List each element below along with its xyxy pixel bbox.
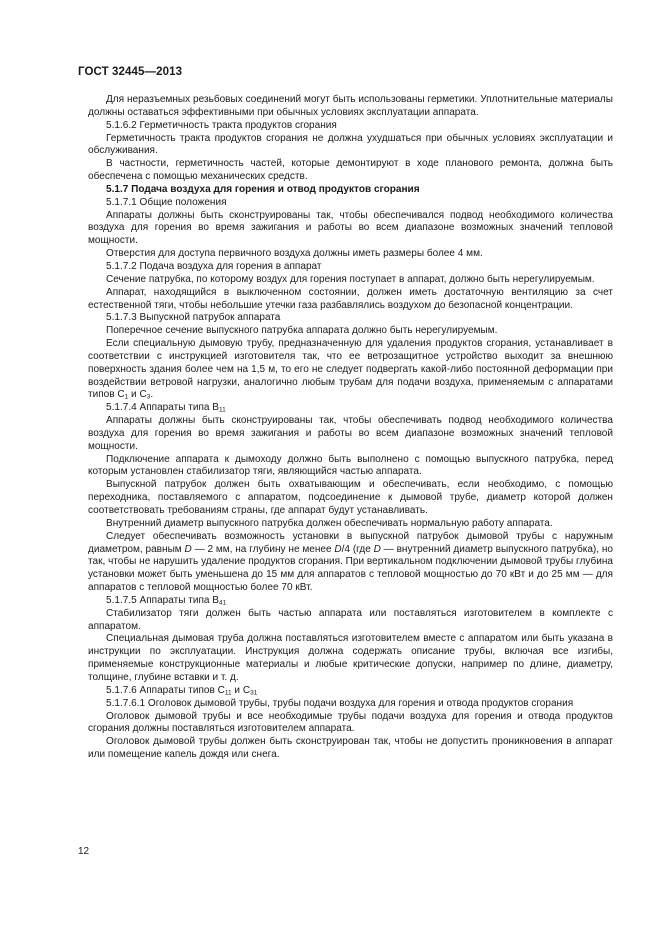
paragraph: Аппараты должны быть сконструированы так, чтобы обеспечивать подвод необходимого количества воздуха для горения во время зажигания и работы во всем диапазоне возможных значений тепловой мощности. bbox=[88, 415, 613, 452]
document-body bbox=[88, 94, 613, 762]
text-run: 5.1.7.5 Аппараты типа B bbox=[106, 594, 219, 606]
paragraph: Внутренний диаметр выпускного патрубка должен обеспечивать нормальную работу аппарата. bbox=[106, 517, 553, 529]
paragraph: Сечение патрубка, по которому воздух для горения поступает в аппарат, должно быть нерегулируемым. bbox=[106, 273, 595, 285]
text-run: . bbox=[150, 389, 154, 401]
paragraph: Для неразъемных резьбовых соединений могут быть использованы герметики. Уплотнительные материалы должны оставаться эффективными при обычных условиях эксплуатации аппарата. bbox=[88, 94, 613, 118]
clause-heading: 5.1.7.2 Подача воздуха для горения в аппарат bbox=[106, 260, 322, 272]
paragraph: Специальная дымовая труба должна поставляться изготовителем вместе с аппаратом или быть указана в инструкции по эксплуатации. Инструкция должна содержать описание трубы, включая все изгибы, применяемые конструкционные материалы и любые критические допуски, например по длине, диаметру, толщине, глубине вставки и т. д. bbox=[88, 633, 613, 683]
variable: D bbox=[334, 543, 342, 555]
document-header: ГОСТ 32445—2013 bbox=[78, 66, 183, 78]
clause-heading: 5.1.7.6.1 Оголовок дымовой трубы, трубы подачи воздуха для горения и отвода продуктов сгорания bbox=[106, 697, 574, 709]
text-run: /4 (где bbox=[341, 543, 374, 555]
subscript: 41 bbox=[219, 599, 227, 607]
paragraph: В частности, герметичность частей, которые демонтируют в ходе планового ремонта, должна быть обеспечена с помощью механических средств. bbox=[88, 158, 613, 183]
paragraph: Поперечное сечение выпускного патрубка аппарата должно быть нерегулируемым. bbox=[106, 325, 498, 337]
paragraph: Стабилизатор тяги должен быть частью аппарата или поставляться изготовителем в комплекте с аппаратом. bbox=[88, 607, 613, 632]
clause-heading bbox=[88, 402, 613, 415]
text-run: Следует обеспечивать возможность установки в выпускной патрубок дымовой трубы с наружным диаметром, равным bbox=[88, 530, 613, 555]
text-run: — внутренний диаметр выпускного патрубка), но так, чтобы не нарушить удаление продуктов сгорания. При вертикальном подключении дымовой трубы глубина установки может быть уменьшена до 15 мм для аппаратов с тепловой мощностью до 70 кВт и до 25 мм — для аппаратов с тепловой мощностью более 70 кВт. bbox=[88, 543, 613, 594]
subscript: 11 bbox=[224, 689, 232, 697]
paragraph: Оголовок дымовой трубы и все необходимые трубы подачи воздуха для горения и отвода продуктов сгорания должны поставляться изготовителем аппарата. bbox=[88, 710, 613, 735]
clause-heading bbox=[88, 595, 613, 608]
paragraph: Аппарат, находящийся в выключенном состоянии, должен иметь достаточную вентиляцию за счет естественной тяги, чтобы небольшие утечки газа разбавлялись воздухом до безопасной концентрации. bbox=[88, 286, 613, 311]
text-run: и C bbox=[128, 389, 147, 401]
section-heading: 5.1.7 Подача воздуха для горения и отвод продуктов сгорания bbox=[106, 183, 420, 195]
paragraph bbox=[88, 338, 613, 402]
text-run: 5.1.7.6 Аппараты типов C bbox=[106, 684, 225, 696]
paragraph: Выпускной патрубок должен быть охватывающим и обеспечивать, если необходимо, с помощью переходника, поставляемого с аппаратом, подсоединение к дымовой трубе, диаметр которой должен соответствовать требованиям страны, где аппарат будут устанавливать. bbox=[88, 479, 613, 516]
text-run: Если специальную дымовую трубу, предназначенную для удаления продуктов сгорания, устанавливает в соответствии с инструкцией изготовителя так, что ее ветрозащитное устройство выходит за внешнюю поверхность здания более чем на 1,5 м, то его не следует подвергать какой-либо постоянной деформации при воздействии ветровой нагрузки, аналогично любым трубам для подачи воздуха, применяемым с аппаратами типов C bbox=[88, 338, 613, 401]
clause-heading: 5.1.7.3 Выпускной патрубок аппарата bbox=[106, 312, 281, 324]
subscript: 31 bbox=[250, 689, 258, 697]
subscript: 1 bbox=[124, 393, 129, 401]
clause-heading: 5.1.6.2 Герметичность тракта продуктов сгорания bbox=[106, 119, 337, 131]
subscript: 11 bbox=[219, 406, 226, 414]
variable: D bbox=[184, 543, 192, 555]
text-run: 5.1.7.4 Аппараты типа B bbox=[106, 402, 219, 414]
paragraph: Оголовок дымовой трубы должен быть сконструирован так, чтобы не допустить проникновения в аппарат или помещение капель дождя или снега. bbox=[88, 736, 613, 761]
subscript: 3 bbox=[146, 393, 151, 401]
paragraph bbox=[88, 531, 613, 595]
paragraph: Герметичность тракта продуктов сгорания не должна ухудшаться при обычных условиях эксплуатации и обслуживания. bbox=[88, 132, 613, 157]
page-number: 12 bbox=[78, 846, 90, 857]
paragraph: Подключение аппарата к дымоходу должно быть выполнено с помощью выпускного патрубка, перед которым установлен стабилизатор тяги, являющийся частью аппарата. bbox=[88, 453, 613, 478]
clause-heading: 5.1.7.1 Общие положения bbox=[106, 196, 227, 208]
text-run: и C bbox=[231, 684, 251, 696]
clause-heading bbox=[88, 685, 613, 698]
paragraph: Аппараты должны быть сконструированы так, чтобы обеспечивался подвод необходимого количества воздуха для горения во время зажигания и работы во всем диапазоне возможных значений тепловой мощности. bbox=[88, 209, 613, 247]
paragraph: Отверстия для доступа первичного воздуха должны иметь размеры более 4 мм. bbox=[106, 248, 483, 260]
text-run: — 2 мм, на глубину не менее bbox=[191, 543, 335, 555]
variable: D bbox=[373, 543, 381, 555]
